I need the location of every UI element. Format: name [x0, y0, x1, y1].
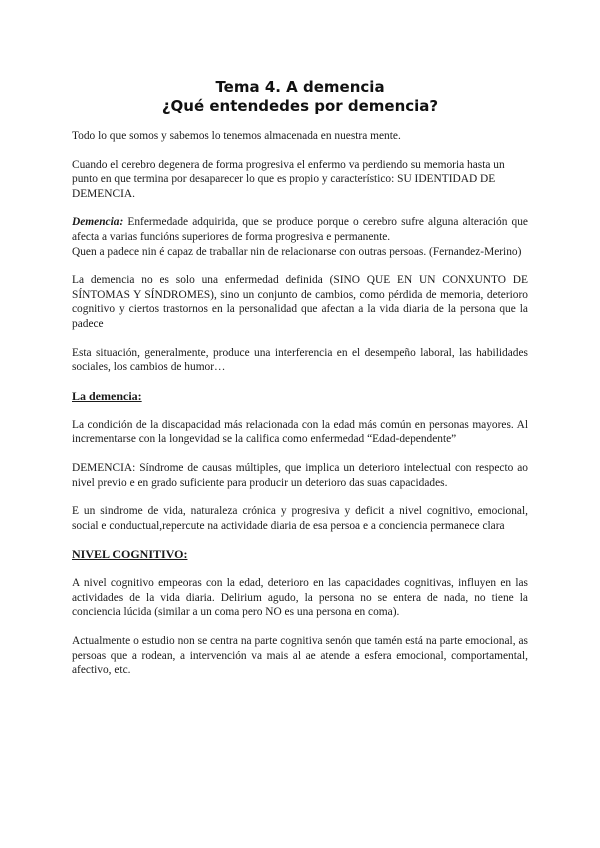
- demencia-paragraph-3: E un sindrome de vida, naturaleza crónica y progresiva y deficit a nivel cognitivo, emocional, social e conductual,repercute na actividade diaria de esa persoa e a conciencia permanece clara: [72, 505, 528, 532]
- document-page: [72, 78, 528, 692]
- body-paragraph-3: La demencia no es solo una enfermedad definida (SINO QUE EN UN CONXUNTO DE SÍNTOMAS Y SÍNDROMES), sino un conjunto de cambios, como pérdida de memoria, deterioro cognitivo y ciertos trastornos en la personalidad que afectan a la vida diaria de la persona que la padece: [72, 274, 528, 330]
- cognitivo-paragraph-1: A nivel cognitivo empeoras con la edad, deterioro en las capacidades cognitivas, influyen en las actividades de la vida diaria. Delirium agudo, la persona no se entera de nada, no tiene la conciencia lúcida (similar a un coma pero NO es una persona en coma).: [72, 577, 528, 619]
- definition-line-2: Quen a padece nin é capaz de traballar nin de relacionarse con outras persoas. (Fernandez-Merino): [72, 245, 522, 258]
- demencia-paragraph-2: DEMENCIA: Síndrome de causas múltiples, que implica un deterioro intelectual con respecto ao nivel previo e en grado suficiente para producir un deterioro das suas capacidades.: [72, 461, 528, 489]
- section-heading-demencia: La demencia:: [72, 388, 142, 403]
- demencia-paragraph-1: La condición de la discapacidad más relacionada con la edad más común en personas mayores. Al incrementarse con la longevidad se la califica como enfermedad “Edad-dependente”: [72, 418, 528, 446]
- title-line-1: Tema 4. A demencia: [215, 78, 385, 96]
- definition-paragraph: [72, 215, 528, 259]
- page-title: [72, 78, 528, 116]
- cognitivo-paragraph-2: Actualmente o estudio non se centra na parte cognitiva senón que tamén está na parte emocional, as persoas que a rodean, a intervención va mais al ae atende a esfera emocional, comportamental, afectivo, etc.: [72, 635, 528, 677]
- definition-text: Enfermedade adquirida, que se produce porque o cerebro sufre alguna alteración que afecta a varias funcións superiores de forma progresiva e permanente.: [72, 216, 528, 243]
- body-paragraph-4: Esta situación, generalmente, produce una interferencia en el desempeño laboral, las habilidades sociales, los cambios de humor…: [72, 346, 528, 374]
- definition-label: Demencia:: [72, 216, 124, 229]
- intro-paragraph-1: Todo lo que somos y sabemos lo tenemos almacenada en nuestra mente.: [72, 130, 401, 142]
- section-heading-nivel-cognitivo: NIVEL COGNITIVO:: [72, 547, 188, 562]
- intro-paragraph-2: Cuando el cerebro degenera de forma progresiva el enfermo va perdiendo su memoria hasta un punto en que termina por desaparecer lo que es propio y característico: SU IDENTIDAD DE DEMENCIA.: [72, 158, 505, 200]
- title-line-2: ¿Qué entendedes por demencia?: [161, 97, 439, 115]
